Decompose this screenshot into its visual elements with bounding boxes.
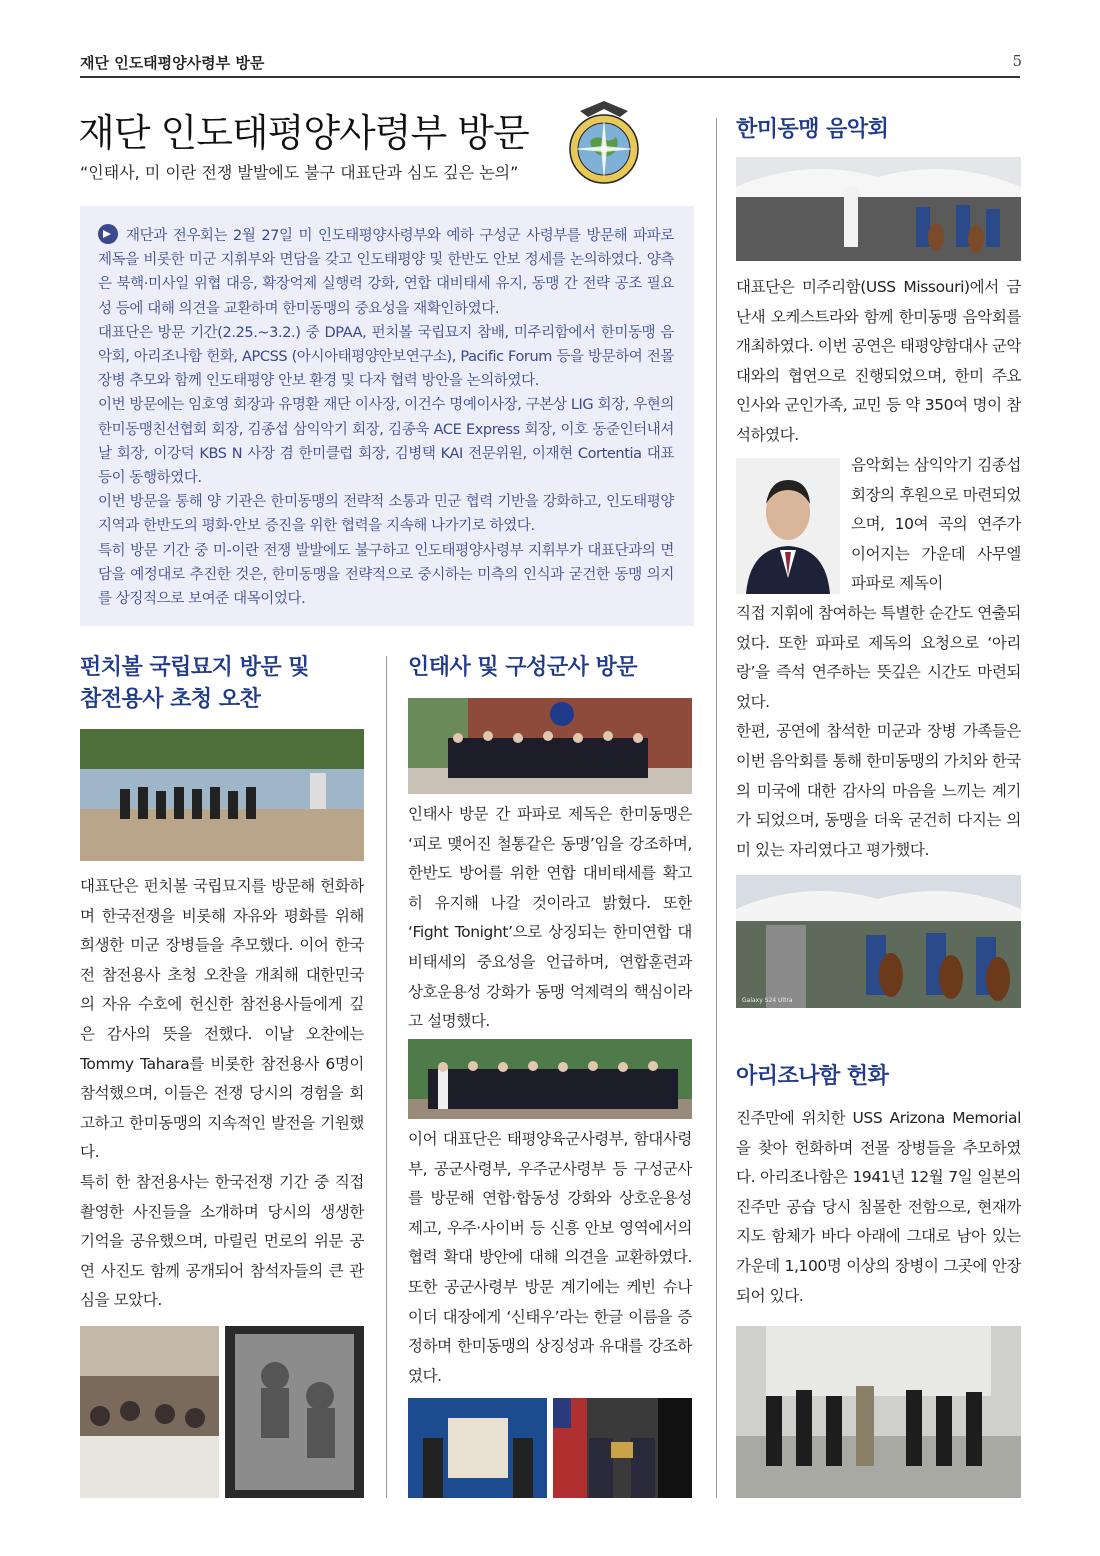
indopacom-emblem	[560, 97, 648, 185]
arizona-heading: 아리조나함 헌화	[736, 1064, 889, 1089]
plaque-photo	[553, 1398, 692, 1498]
callout-paragraph: 이번 방문을 통해 양 기관은 한미동맹의 전략적 소통과 민군 협력 기반을 강화하고, 인도태평양 지역과 한반도의 평화·안보 증진을 위한 협력을 지속해 나가기로 하였다.	[98, 494, 674, 535]
indopacom-body: 인태사 방문 간 파파로 제독은 한미동맹은 ‘피로 맺어진 철통같은 동맹’임을 강조하며, 한반도 방어를 위한 연합 대비태세를 확고히 유지해 나갈 것이라고 밝혔다. 또한 ‘Fight Tonight’으로 상징되는 한미연합 대비태세의 중요성을 언급하며, 연합훈련과 상호운용성 강화가 동맹 억제력의 핵심이라고 설명했다.	[408, 805, 692, 1031]
punchbowl-body: 대표단은 펀치볼 국립묘지를 방문해 헌화하며 한국전쟁을 비롯해 자유와 평화를 위해 희생한 미군 장병들을 추모했다. 이어 한국전 참전용사 초청 오찬을 개최해 대한민국의 자유 수호에 헌신한 참전용사들에게 깊은 감사의 뜻을 전했다. 이날 오찬에는 Tommy Tahara를 비롯한 참전용사 6명이 참석했으며, 이들은 전쟁 당시의 경험을 회고하고 한미동맹의 지속적인 발전을 기원했다. 특히 한 참전용사는 한국전쟁 기간 중 직접 촬영한 사진들을 소개하며 당시의 생생한 기억을 공유했으며, 마릴린 먼로의 위문 공연 사진도 함께 공개되어 참석자들의 큰 관심을 모았다.	[80, 877, 364, 1310]
page-title: 재단 인도태평양사령부 방문	[78, 111, 529, 155]
callout-paragraph: 특히 방문 기간 중 미-이란 전쟁 발발에도 불구하고 인도태평양사령부 지휘부가 대표단과의 면담을 예정대로 추진한 것은, 한미동맹을 전략적으로 중시하는 미측의 인식과 굳건한 동맹 의지를 상징적으로 보여준 대목이었다.	[98, 542, 674, 608]
concert-body: 대표단은 미주리함(USS Missouri)에서 금난새 오케스트라와 함께 한미동맹 음악회를 개최하였다. 이번 공연은 태평양함대사 군악대와의 협연으로 진행되었으며, 한미 주요 인사와 군인가족, 교민 등 약 350여 명이 참석하였다.	[736, 278, 1021, 444]
indopacom-heading: 인태사 및 구성군사 방문	[408, 655, 637, 680]
column-divider	[386, 656, 387, 1498]
summary-callout	[80, 206, 694, 626]
running-title: 재단 인도태평양사령부 방문	[80, 54, 265, 72]
component-command-body: 이어 대표단은 태평양육군사령부, 함대사령부, 공군사령부, 우주군사령부 등 구성군사를 방문해 연합·합동성 강화와 상호운용성 제고, 우주·사이버 등 신흥 안보 영역에서의 협력 확대 방안에 대해 의견을 교환하였다. 또한 공군사령부 방문 계기에는 케빈 슈나이더 대장에게 ‘신태우’라는 한글 이름을 증정하며 한미동맹의 상징성과 유대를 강조하였다.	[408, 1130, 692, 1385]
concert-body-after: 직접 지휘에 참여하는 특별한 순간도 연출되었다. 또한 파파로 제독의 요청으로 ‘아리랑’을 즉석 연주하는 뜻깊은 시간도 마련되었다. 한편, 공연에 참석한 미군과 장병 가족들은 이번 음악회를 통해 한미동맹의 가치와 한국의 미국에 대한 감사의 마음을 느끼는 계기가 되었으며, 동맹을 더욱 굳건히 다지는 의미 있는 자리였다고 평가했다.	[736, 604, 1021, 859]
luncheon-photo	[80, 1326, 219, 1498]
conductor-photo	[736, 875, 1021, 1008]
korean-war-photo	[225, 1326, 364, 1498]
concert-body-wrap: 음악회는 삼익악기 김종섭 회장의 후원으로 마련되었으며, 10여 곡의 연주가 이어지는 가운데 사무엘 파파로 제독이	[851, 456, 1021, 593]
column-divider	[716, 118, 717, 1498]
page-subtitle: “인태사, 미 이란 전쟁 발발에도 불구 대표단과 심도 깊은 논의”	[80, 163, 519, 182]
header-rule	[80, 76, 1020, 78]
photo-caption: Galaxy S24 Ultra	[742, 997, 793, 1004]
concert-heading: 한미동맹 음악회	[736, 117, 889, 142]
sponsor-portrait	[736, 458, 840, 594]
page-number: 5	[1012, 52, 1022, 70]
concert-photo	[736, 157, 1021, 261]
callout-paragraph: 대표단은 방문 기간(2.25.~3.2.) 중 DPAA, 펀치볼 국립묘지 참배, 미주리함에서 한미동맹 음악회, 아리조나함 헌화, APCSS (아시아태평양안보연구소), Pacific Forum 등을 방문하여 전몰 장병 추모와 함께 인도태평양 안보 환경 및 다자 협력 방안을 논의하였다.	[98, 324, 674, 390]
indopacom-group-photo	[408, 698, 692, 794]
callout-paragraph: 재단과 전우회는 2월 27일 미 인도태평양사령부와 예하 구성군 사령부를 방문해 파파로 제독을 비롯한 미군 지휘부와 면담을 갖고 인도태평양 및 한반도 안보 정세를 논의하였다. 양측은 북핵·미사일 위협 대응, 확장억제 실행력 강화, 연합 대비태세 유지, 동맹 간 전략 공조 필요성 등에 대해 의견을 교환하며 한미동맹의 중요성을 재확인하였다.	[98, 224, 674, 321]
airforce-photo	[408, 1398, 547, 1498]
component-command-photo	[408, 1039, 692, 1119]
megaphone-icon	[98, 224, 118, 244]
punchbowl-photo	[80, 729, 364, 861]
arizona-memorial-photo	[736, 1326, 1021, 1498]
callout-paragraph: 이번 방문에는 임호영 회장과 유명환 재단 이사장, 이건수 명예이사장, 구본상 LIG 회장, 우현의 한미동맹친선협회 회장, 김종섭 삼익악기 회장, 김종욱 ACE Express 회장, 이호 동준인터내셔날 회장, 이강덕 KBS N 사장 겸 한미클럽 회장, 김병택 KAI 전문위원, 이재현 Cortentia 대표 등이 동행하였다.	[98, 397, 674, 487]
punchbowl-heading: 펀치볼 국립묘지 방문 및 참전용사 초청 오찬	[80, 655, 309, 712]
arizona-body: 진주만에 위치한 USS Arizona Memorial을 찾아 헌화하며 전몰 장병들을 추모하였다. 아리조나함은 1941년 12월 7일 일본의 진주만 공습 당시 침몰한 전함으로, 현재까지도 함체가 바다 아래에 그대로 남아 있는 가운데 1,100명 이상의 장병이 그곳에 안장되어 있다.	[736, 1109, 1021, 1305]
